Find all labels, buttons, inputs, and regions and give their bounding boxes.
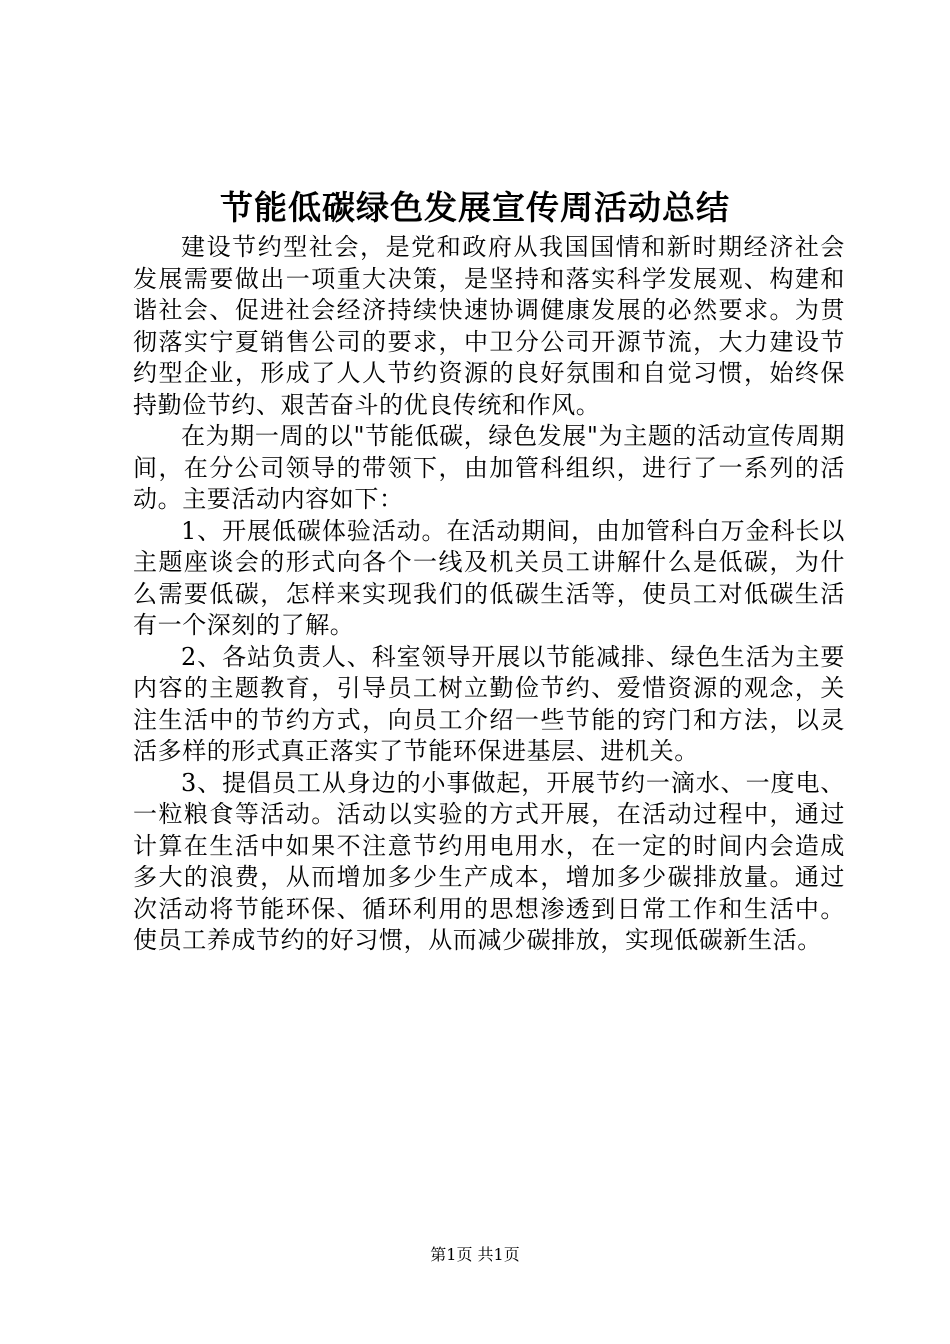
page-number-footer: 第1页 共1页 (430, 1245, 520, 1264)
paragraph-item-3: 3、提倡员工从身边的小事做起，开展节约一滴水、一度电、一粒粮食等活动。活动以实验的方式开展，在活动过程中，通过计算在生活中如果不注意节约用电用水，在一定的时间内会造成多大的浪费，从而增加多少生产成本，增加多少碳排放量。通过次活动将节能环保、循环利用的思想渗透到日常工作和生活中。使员工养成节约的好习惯，从而减少碳排放，实现低碳新生活。 (133, 768, 845, 954)
document-body (133, 232, 845, 957)
paragraph-activity-overview: 在为期一周的以"节能低碳，绿色发展"为主题的活动宣传周期间，在分公司领导的带领下，由加管科组织，进行了一系列的活动。主要活动内容如下： (133, 422, 845, 513)
paragraph-item-2: 2、各站负责人、科室领导开展以节能减排、绿色生活为主要内容的主题教育，引导员工树立勤俭节约、爱惜资源的观念，关注生活中的节约方式，向员工介绍一些节能的窍门和方法，以灵活多样的形式真正落实了节能环保进基层、进机关。 (133, 642, 845, 765)
paragraph-intro: 建设节约型社会，是党和政府从我国国情和新时期经济社会发展需要做出一项重大决策，是坚持和落实科学发展观、构建和谐社会、促进社会经济持续快速协调健康发展的必然要求。为贯彻落实宁夏销售公司的要求，中卫分公司开源节流，大力建设节约型企业，形成了人人节约资源的良好氛围和自觉习惯，始终保持勤俭节约、艰苦奋斗的优良传统和作风。 (133, 233, 845, 419)
document-title: 节能低碳绿色发展宣传周活动总结 (220, 188, 730, 227)
paragraph-item-1: 1、开展低碳体验活动。在活动期间，由加管科白万金科长以主题座谈会的形式向各个一线及机关员工讲解什么是低碳，为什么需要低碳，怎样来实现我们的低碳生活等，使员工对低碳生活有一个深刻的了解。 (133, 516, 845, 639)
